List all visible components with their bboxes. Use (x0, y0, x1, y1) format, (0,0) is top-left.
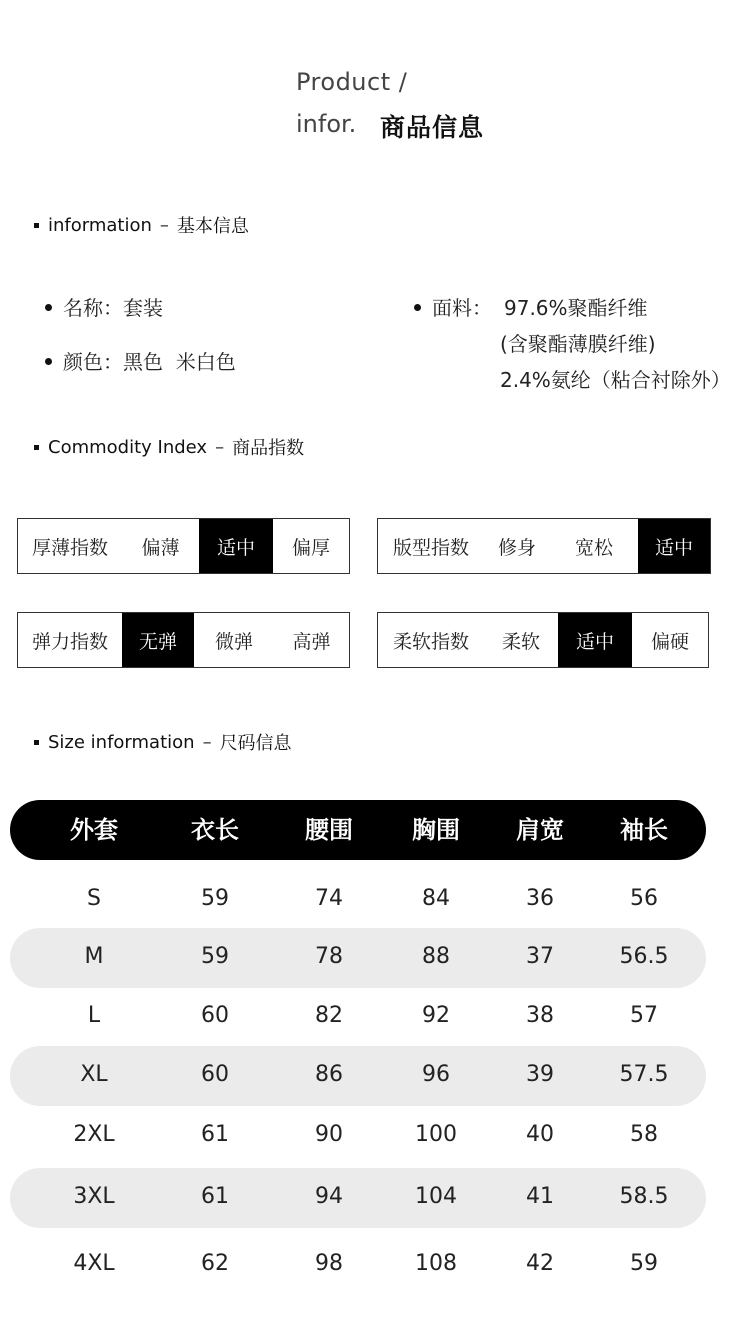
table-cell: 86 (315, 1062, 343, 1087)
index-box-softness (377, 612, 709, 668)
section-en: Commodity Index (48, 436, 208, 458)
table-size-label: 2XL (73, 1122, 115, 1147)
section-dash: – (215, 436, 225, 458)
table-size-label: M (84, 944, 104, 969)
section-dash: – (159, 214, 169, 236)
index-option: 适中 (199, 519, 273, 573)
table-cell: 59 (201, 886, 229, 911)
table-cell: 38 (526, 1003, 554, 1028)
table-header-cell: 衣长 (191, 816, 239, 844)
section-en: information (48, 214, 152, 236)
table-header-cell: 肩宽 (516, 816, 564, 844)
table-header-cell: 外套 (70, 816, 118, 844)
table-cell: 60 (201, 1062, 229, 1087)
section-heading-basic (34, 212, 249, 238)
table-cell: 58 (630, 1122, 658, 1147)
page-title: 商品信息 (380, 113, 485, 142)
table-cell: 74 (315, 886, 343, 911)
dot-bullet-icon (45, 358, 52, 365)
table-header-cell: 袖长 (620, 816, 668, 844)
section-heading-index (34, 434, 304, 460)
section-cn: 尺码信息 (219, 733, 292, 754)
index-option: 柔软 (501, 630, 540, 653)
table-cell: 104 (415, 1184, 457, 1209)
table-cell: 88 (422, 944, 450, 969)
fabric-line-2: (含聚酯薄膜纤维) (500, 332, 656, 356)
table-cell: 56 (630, 886, 658, 911)
table-cell: 41 (526, 1184, 554, 1209)
table-cell: 92 (422, 1003, 450, 1028)
table-cell: 62 (201, 1251, 229, 1276)
index-option: 微弹 (214, 630, 253, 653)
table-cell: 36 (526, 886, 554, 911)
table-cell: 96 (422, 1062, 450, 1087)
table-cell: 57.5 (619, 1062, 669, 1087)
index-option: 偏薄 (141, 536, 180, 559)
fabric-line-1: 97.6%聚酯纤维 (504, 296, 648, 320)
square-bullet-icon (34, 740, 39, 745)
table-cell: 78 (315, 944, 343, 969)
table-size-label: L (87, 1003, 101, 1028)
section-cn: 商品指数 (232, 438, 305, 459)
section-dash: – (202, 731, 212, 753)
header-product: Product / (296, 68, 408, 96)
table-cell: 60 (201, 1003, 229, 1028)
index-label: 版型指数 (392, 536, 469, 559)
table-cell: 58.5 (619, 1184, 669, 1209)
index-option: 修身 (497, 536, 536, 559)
table-cell: 84 (422, 886, 450, 911)
info-name-text: 名称：套装 (63, 296, 163, 320)
table-cell: 90 (315, 1122, 343, 1147)
table-cell: 59 (201, 944, 229, 969)
square-bullet-icon (34, 223, 39, 228)
index-box-elasticity (17, 612, 350, 668)
table-size-label: XL (80, 1062, 108, 1087)
table-cell: 57 (630, 1003, 658, 1028)
table-cell: 39 (526, 1062, 554, 1087)
dot-bullet-icon (414, 304, 421, 311)
table-cell: 61 (201, 1122, 229, 1147)
index-option: 适中 (558, 613, 632, 667)
index-label: 厚薄指数 (31, 536, 108, 559)
index-option: 适中 (638, 519, 710, 573)
index-option: 偏厚 (291, 536, 330, 559)
index-box-thickness (17, 518, 350, 574)
table-cell: 59 (630, 1251, 658, 1276)
info-color-text: 颜色：黑色 米白色 (63, 350, 236, 374)
index-label: 柔软指数 (392, 630, 469, 653)
index-option: 无弹 (122, 613, 194, 667)
info-color (45, 346, 236, 375)
index-option: 高弹 (292, 630, 331, 653)
table-size-label: S (87, 886, 101, 911)
info-fabric-label: 面料： (432, 296, 492, 320)
index-option: 宽松 (574, 536, 613, 559)
table-cell: 61 (201, 1184, 229, 1209)
table-cell: 40 (526, 1122, 554, 1147)
table-cell: 42 (526, 1251, 554, 1276)
table-cell: 100 (415, 1122, 457, 1147)
index-option: 偏硬 (650, 630, 689, 653)
table-cell: 108 (415, 1251, 457, 1276)
table-cell: 56.5 (619, 944, 669, 969)
header-infor: infor. (296, 110, 357, 138)
info-fabric (414, 292, 492, 321)
section-cn: 基本信息 (176, 216, 249, 237)
info-name (45, 292, 163, 321)
table-cell: 94 (315, 1184, 343, 1209)
table-size-label: 3XL (73, 1184, 115, 1209)
table-cell: 37 (526, 944, 554, 969)
dot-bullet-icon (45, 304, 52, 311)
table-header-cell: 腰围 (305, 816, 353, 844)
section-heading-size (34, 729, 292, 755)
table-size-label: 4XL (73, 1251, 115, 1276)
table-header-cell: 胸围 (412, 816, 460, 844)
section-en: Size information (48, 731, 195, 753)
table-cell: 98 (315, 1251, 343, 1276)
table-cell: 82 (315, 1003, 343, 1028)
index-box-fit (377, 518, 711, 574)
square-bullet-icon (34, 445, 39, 450)
fabric-line-3: 2.4%氨纶（粘合衬除外） (500, 368, 731, 392)
index-label: 弹力指数 (31, 630, 108, 653)
size-table-header (10, 800, 706, 860)
